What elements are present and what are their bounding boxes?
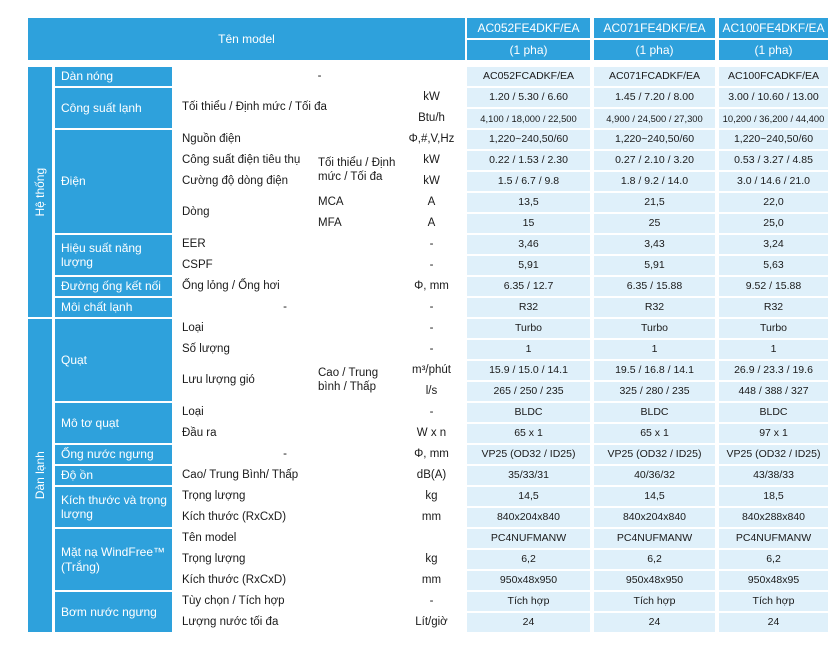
value-cell: Tích hợp — [719, 592, 828, 611]
value-cell: 1 — [719, 340, 828, 359]
section-size-weight: Kích thước và trọng lượng — [55, 487, 172, 527]
header-phase-2: (1 pha) — [719, 40, 828, 60]
value-cell: 5,63 — [719, 256, 828, 275]
unit-cell: kg — [398, 487, 465, 506]
section-outdoor-unit: Dàn nóng — [55, 67, 172, 86]
value-cell: 4,100 / 18,000 / 22,500 — [467, 109, 590, 128]
mfa-label: MFA — [310, 214, 396, 233]
unit-cell: l/s — [398, 382, 465, 401]
cooling-label: Tối thiểu / Định mức / Tối đa — [174, 88, 396, 128]
value-cell: 3.0 / 14.6 / 21.0 — [719, 172, 828, 191]
unit-cell: m³/phút — [398, 361, 465, 380]
cspf-label: CSPF — [174, 256, 396, 275]
value-cell: R32 — [719, 298, 828, 317]
unit-cell: W x n — [398, 424, 465, 443]
piping-label: Ống lỏng / Ống hơi — [174, 277, 396, 296]
header-model-0: AC052FE4DKF/EA — [467, 18, 590, 38]
value-cell: 448 / 388 / 327 — [719, 382, 828, 401]
value-cell: AC100FCADKF/EA — [719, 67, 828, 86]
value-cell: 3.00 / 10.60 / 13.00 — [719, 88, 828, 107]
value-cell: AC052FCADKF/EA — [467, 67, 590, 86]
value-cell: 6.35 / 12.7 — [467, 277, 590, 296]
unit-cell: Btu/h — [398, 109, 465, 128]
value-cell: 840x204x840 — [594, 508, 715, 527]
value-cell: VP25 (OD32 / ID25) — [467, 445, 590, 464]
value-cell: 24 — [594, 613, 715, 632]
value-cell: 22,0 — [719, 193, 828, 212]
motor-output-label: Đầu ra — [174, 424, 396, 443]
unit-cell: - — [398, 403, 465, 422]
value-cell: 6.35 / 15.88 — [594, 277, 715, 296]
unit-cell: Φ, mm — [398, 445, 465, 464]
value-cell: 1 — [467, 340, 590, 359]
value-cell: 0.53 / 3.27 / 4.85 — [719, 151, 828, 170]
motor-type-label: Loại — [174, 403, 396, 422]
value-cell: 0.22 / 1.53 / 2.30 — [467, 151, 590, 170]
unit-cell: A — [398, 214, 465, 233]
value-cell: 26.9 / 23.3 / 19.6 — [719, 361, 828, 380]
value-cell: 1,220~240,50/60 — [467, 130, 590, 149]
value-cell: 950x48x950 — [594, 571, 715, 590]
value-cell: Turbo — [467, 319, 590, 338]
header-model-2: AC100FE4DKF/EA — [719, 18, 828, 38]
unit-cell: kW — [398, 172, 465, 191]
value-cell: 840x288x840 — [719, 508, 828, 527]
value-cell: 25 — [594, 214, 715, 233]
value-cell: 1.5 / 6.7 / 9.8 — [467, 172, 590, 191]
value-cell: Turbo — [594, 319, 715, 338]
panel-weight-label: Trọng lượng — [174, 550, 396, 569]
value-cell: 1.45 / 7.20 / 8.00 — [594, 88, 715, 107]
electric-minmax-label: Tối thiểu / Định mức / Tối đa — [310, 151, 396, 191]
value-cell: 4,900 / 24,500 / 27,300 — [594, 109, 715, 128]
section-efficiency: Hiệu suất năng lượng — [55, 235, 172, 275]
unit-cell: A — [398, 193, 465, 212]
value-cell: 10,200 / 36,200 / 44,400 — [719, 109, 828, 128]
value-cell: 18,5 — [719, 487, 828, 506]
section-noise: Độ ồn — [55, 466, 172, 485]
value-cell: Turbo — [719, 319, 828, 338]
fan-count-label: Số lượng — [174, 340, 396, 359]
unit-cell: Φ, mm — [398, 277, 465, 296]
panel-dims-label: Kích thước (RxCxD) — [174, 571, 396, 590]
group-system-label: Hệ thống — [32, 167, 47, 217]
value-cell: 3,43 — [594, 235, 715, 254]
value-cell: 0.27 / 2.10 / 3.20 — [594, 151, 715, 170]
value-cell: 21,5 — [594, 193, 715, 212]
unit-cell: - — [398, 298, 465, 317]
value-cell: 24 — [719, 613, 828, 632]
value-cell: PC4NUFMANW — [467, 529, 590, 548]
value-cell: 950x48x95 — [719, 571, 828, 590]
value-cell: 1,220~240,50/60 — [719, 130, 828, 149]
value-cell: 5,91 — [594, 256, 715, 275]
unit-cell: mm — [398, 508, 465, 527]
value-cell: 97 x 1 — [719, 424, 828, 443]
group-system — [28, 67, 52, 317]
value-cell: 24 — [467, 613, 590, 632]
section-drain-pipe: Ống nước ngưng — [55, 445, 172, 464]
unit-cell: - — [398, 340, 465, 359]
fan-type-label: Loại — [174, 319, 396, 338]
value-cell: PC4NUFMANW — [719, 529, 828, 548]
value-cell: 19.5 / 16.8 / 14.1 — [594, 361, 715, 380]
value-cell: 40/36/32 — [594, 466, 715, 485]
header-model-label: Tên model — [28, 18, 465, 60]
value-cell: 5,91 — [467, 256, 590, 275]
outdoor-unit-label: - — [174, 67, 465, 86]
section-fan-motor: Mô tơ quạt — [55, 403, 172, 443]
value-cell: 9.52 / 15.88 — [719, 277, 828, 296]
eer-label: EER — [174, 235, 396, 254]
unit-cell: kg — [398, 550, 465, 569]
value-cell: 6,2 — [719, 550, 828, 569]
group-indoor — [28, 319, 52, 632]
value-cell: 15.9 / 15.0 / 14.1 — [467, 361, 590, 380]
unit-cell: - — [398, 592, 465, 611]
value-cell: 840x204x840 — [467, 508, 590, 527]
value-cell: 65 x 1 — [594, 424, 715, 443]
value-cell: PC4NUFMANW — [594, 529, 715, 548]
header-phase-1: (1 pha) — [594, 40, 715, 60]
value-cell: 3,46 — [467, 235, 590, 254]
unit-cell: Lít/giờ — [398, 613, 465, 632]
airflow-levels-label: Cao / Trung bình / Thấp — [310, 361, 396, 401]
value-cell: 43/38/33 — [719, 466, 828, 485]
section-drain-pump: Bơm nước ngưng — [55, 592, 172, 632]
section-refrigerant: Môi chất lạnh — [55, 298, 172, 317]
unit-cell: - — [398, 319, 465, 338]
refrigerant-label: - — [174, 298, 396, 317]
value-cell: 950x48x950 — [467, 571, 590, 590]
value-cell: 1,220~240,50/60 — [594, 130, 715, 149]
unit-cell: kW — [398, 88, 465, 107]
header-phase-0: (1 pha) — [467, 40, 590, 60]
header-model-1: AC071FE4DKF/EA — [594, 18, 715, 38]
value-cell: 15 — [467, 214, 590, 233]
value-cell: 35/33/31 — [467, 466, 590, 485]
airflow-label: Lưu lượng gió — [174, 361, 308, 401]
drain-pipe-label: - — [174, 445, 396, 464]
value-cell: BLDC — [467, 403, 590, 422]
value-cell: BLDC — [594, 403, 715, 422]
value-cell: 1.8 / 9.2 / 14.0 — [594, 172, 715, 191]
section-electric: Điện — [55, 130, 172, 233]
value-cell: 14,5 — [594, 487, 715, 506]
value-cell: VP25 (OD32 / ID25) — [719, 445, 828, 464]
unit-cell: kW — [398, 151, 465, 170]
pump-flow-label: Lượng nước tối đa — [174, 613, 396, 632]
value-cell: 6,2 — [467, 550, 590, 569]
section-piping: Đường ống kết nối — [55, 277, 172, 296]
section-panel: Mặt nạ WindFree™ (Trắng) — [55, 529, 172, 590]
unit-cell: - — [398, 235, 465, 254]
panel-model-label: Tên model — [174, 529, 396, 548]
value-cell: 65 x 1 — [467, 424, 590, 443]
value-cell: 325 / 280 / 235 — [594, 382, 715, 401]
group-indoor-label: Dàn lạnh — [32, 451, 47, 500]
value-cell: R32 — [467, 298, 590, 317]
value-cell: 1 — [594, 340, 715, 359]
unit-cell: mm — [398, 571, 465, 590]
value-cell: AC071FCADKF/EA — [594, 67, 715, 86]
unit-cell: - — [398, 256, 465, 275]
power-supply-label: Nguồn điện — [174, 130, 396, 149]
current-label: Cường độ dòng điện — [174, 172, 308, 191]
value-cell: Tích hợp — [594, 592, 715, 611]
unit-cell: dB(A) — [398, 466, 465, 485]
unit-cell: Φ,#,V,Hz — [398, 130, 465, 149]
value-cell: 265 / 250 / 235 — [467, 382, 590, 401]
unit-cell — [398, 529, 465, 548]
value-cell: 6,2 — [594, 550, 715, 569]
value-cell: 14,5 — [467, 487, 590, 506]
mca-label: MCA — [310, 193, 396, 212]
value-cell: VP25 (OD32 / ID25) — [594, 445, 715, 464]
dims-label: Kích thước (RxCxD) — [174, 508, 396, 527]
value-cell: R32 — [594, 298, 715, 317]
pump-option-label: Tùy chọn / Tích hợp — [174, 592, 396, 611]
value-cell: 25,0 — [719, 214, 828, 233]
noise-label: Cao/ Trung Bình/ Thấp — [174, 466, 396, 485]
value-cell: Tích hợp — [467, 592, 590, 611]
value-cell: BLDC — [719, 403, 828, 422]
amps-label: Dòng — [174, 193, 308, 233]
section-cooling: Công suất lạnh — [55, 88, 172, 128]
consumption-label: Công suất điện tiêu thụ — [174, 151, 308, 170]
value-cell: 13,5 — [467, 193, 590, 212]
value-cell: 1.20 / 5.30 / 6.60 — [467, 88, 590, 107]
value-cell: 3,24 — [719, 235, 828, 254]
section-fan: Quạt — [55, 319, 172, 401]
weight-label: Trọng lượng — [174, 487, 396, 506]
